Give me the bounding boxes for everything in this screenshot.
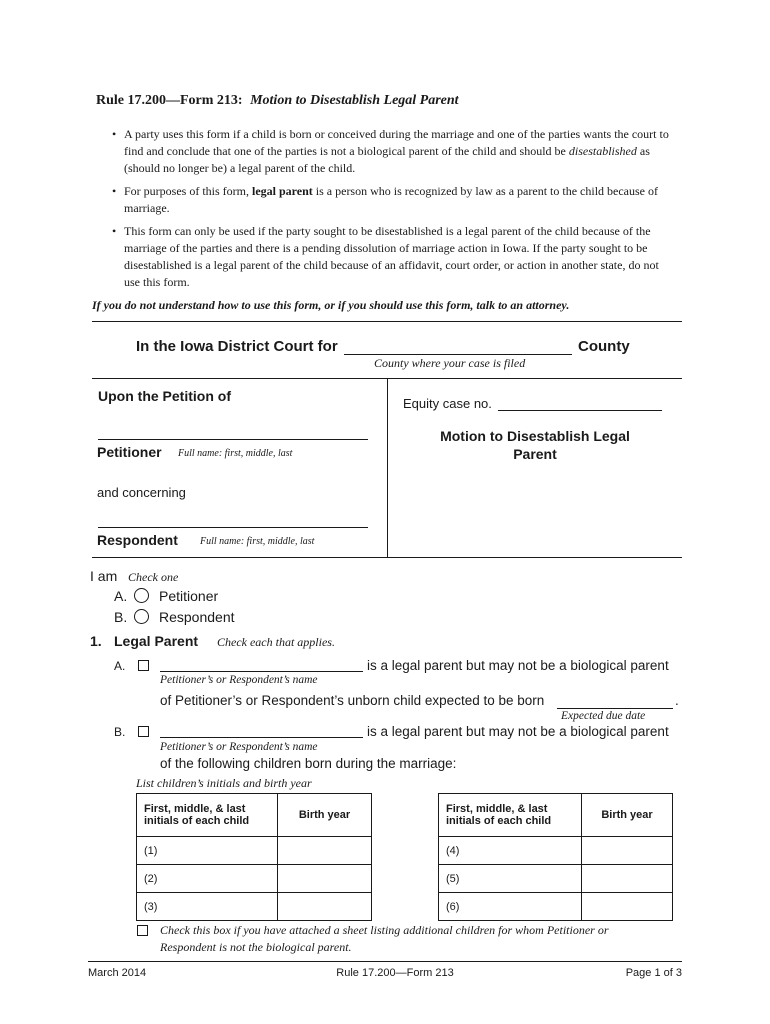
item-b-line-2: of the following children born during the marriage:: [160, 756, 457, 771]
item-a-checkbox[interactable]: [138, 660, 149, 671]
petitioner-label: Petitioner: [97, 444, 162, 460]
child-initials-cell[interactable]: (5): [439, 865, 582, 893]
petitioner-name-field[interactable]: [98, 439, 368, 440]
item-b-checkbox[interactable]: [138, 726, 149, 737]
child-birth-year-cell[interactable]: [278, 893, 372, 921]
case-number-label: Equity case no.: [403, 396, 492, 411]
form-title: Motion to Disestablish Legal Parent: [250, 93, 459, 108]
item-b-letter: B.: [114, 725, 126, 739]
item-a-name-field[interactable]: [160, 671, 363, 672]
due-date-hint: Expected due date: [561, 710, 646, 722]
divider: [92, 321, 682, 322]
rule-form-label: Rule 17.200—Form 213:: [96, 93, 243, 108]
item-a-text: is a legal parent but may not be a biological parent: [367, 658, 669, 673]
child-initials-cell[interactable]: (2): [137, 865, 278, 893]
item-b-name-field[interactable]: [160, 737, 363, 738]
respondent-radio[interactable]: [134, 609, 149, 624]
additional-children-note-line-1: Check this box if you have attached a sheet listing additional children for whom Petitioner or: [160, 923, 609, 937]
footer-rule: [88, 961, 682, 962]
item-a-name-hint: Petitioner’s or Respondent’s name: [160, 674, 318, 686]
form-header: [96, 93, 459, 109]
court-suffix: County: [578, 338, 630, 355]
children-table-left: [136, 793, 372, 921]
child-initials-cell[interactable]: (6): [439, 893, 582, 921]
due-date-field[interactable]: [557, 708, 673, 709]
additional-children-checkbox[interactable]: [137, 925, 148, 936]
i-am-hint: Check one: [128, 570, 179, 584]
child-birth-year-cell[interactable]: [278, 837, 372, 865]
instruction-bullet-1: • A party uses this form if a child is born or conceived during the marriage and one of the parties wants the court to find and conclude that one of the parties is not a biological parent of the child and should be disestablished as (should no longer be) a legal parent of the child.: [96, 126, 676, 177]
attorney-note: If you do not understand how to use this form, or if you should use this form, talk to an attorney.: [92, 298, 570, 312]
footer-form-id: Rule 17.200—Form 213: [336, 967, 454, 979]
child-birth-year-cell[interactable]: [582, 865, 673, 893]
initials-column-header: First, middle, & last initials of each child: [439, 794, 582, 837]
petition-of-label: Upon the Petition of: [98, 388, 231, 404]
case-number-field[interactable]: [498, 410, 662, 411]
additional-children-note-line-2: Respondent is not the biological parent.: [160, 940, 352, 954]
section-1-number: 1.: [90, 633, 102, 649]
item-b-text: is a legal parent but may not be a biological parent: [367, 724, 669, 739]
respondent-name-field[interactable]: [98, 527, 368, 528]
instruction-list: [96, 126, 676, 297]
court-prefix: In the Iowa District Court for: [136, 338, 338, 355]
instruction-bullet-3: • This form can only be used if the party sought to be disestablished is a legal parent of the child because of the marriage of the parties and there is a pending dissolution of marriage action in Iowa. If the party sought to be disestablished is a legal parent of the child because of an affidavit, court order, or action in another state, do not use this form.: [96, 223, 676, 291]
motion-title-line-2: Parent: [513, 446, 557, 462]
item-b-name-hint: Petitioner’s or Respondent’s name: [160, 741, 318, 753]
child-initials-cell[interactable]: (4): [439, 837, 582, 865]
children-table-right: [438, 793, 673, 921]
petitioner-radio[interactable]: [134, 588, 149, 603]
motion-title: [388, 427, 682, 463]
item-a-letter: A.: [114, 659, 126, 673]
county-hint: County where your case is filed: [374, 356, 526, 370]
item-a-period: .: [675, 693, 679, 708]
caption-divider: [387, 378, 388, 558]
caption-bottom-rule: [92, 557, 682, 558]
section-1-hint: Check each that applies.: [217, 635, 335, 649]
option-a-letter: A.: [114, 588, 128, 604]
footer-page-number: Page 1 of 3: [625, 967, 682, 979]
footer-date: March 2014: [88, 967, 147, 979]
child-birth-year-cell[interactable]: [278, 865, 372, 893]
option-b-letter: B.: [114, 609, 128, 625]
item-a-line-2: of Petitioner’s or Respondent’s unborn child expected to be born: [160, 693, 545, 708]
child-initials-cell[interactable]: (1): [137, 837, 278, 865]
respondent-hint: Full name: first, middle, last: [200, 536, 315, 547]
i-am-label: I am: [90, 568, 118, 584]
child-birth-year-cell[interactable]: [582, 837, 673, 865]
option-b-label: Respondent: [159, 609, 235, 625]
children-list-hint: List children’s initials and birth year: [136, 776, 312, 790]
and-concerning-label: and concerning: [97, 485, 186, 500]
instruction-bullet-2: • For purposes of this form, legal parent is a person who is recognized by law as a parent to the child because of marriage.: [96, 183, 676, 217]
child-initials-cell[interactable]: (3): [137, 893, 278, 921]
initials-column-header: First, middle, & last initials of each child: [137, 794, 278, 837]
additional-children-note: [160, 922, 609, 956]
birth-year-column-header: Birth year: [582, 794, 673, 837]
birth-year-column-header: Birth year: [278, 794, 372, 837]
motion-title-line-1: Motion to Disestablish Legal: [440, 428, 630, 444]
respondent-label: Respondent: [97, 532, 178, 548]
option-a-label: Petitioner: [159, 588, 219, 604]
child-birth-year-cell[interactable]: [582, 893, 673, 921]
petitioner-hint: Full name: first, middle, last: [178, 448, 293, 459]
county-name-field[interactable]: [344, 354, 572, 355]
section-1-heading: Legal Parent: [114, 633, 199, 649]
